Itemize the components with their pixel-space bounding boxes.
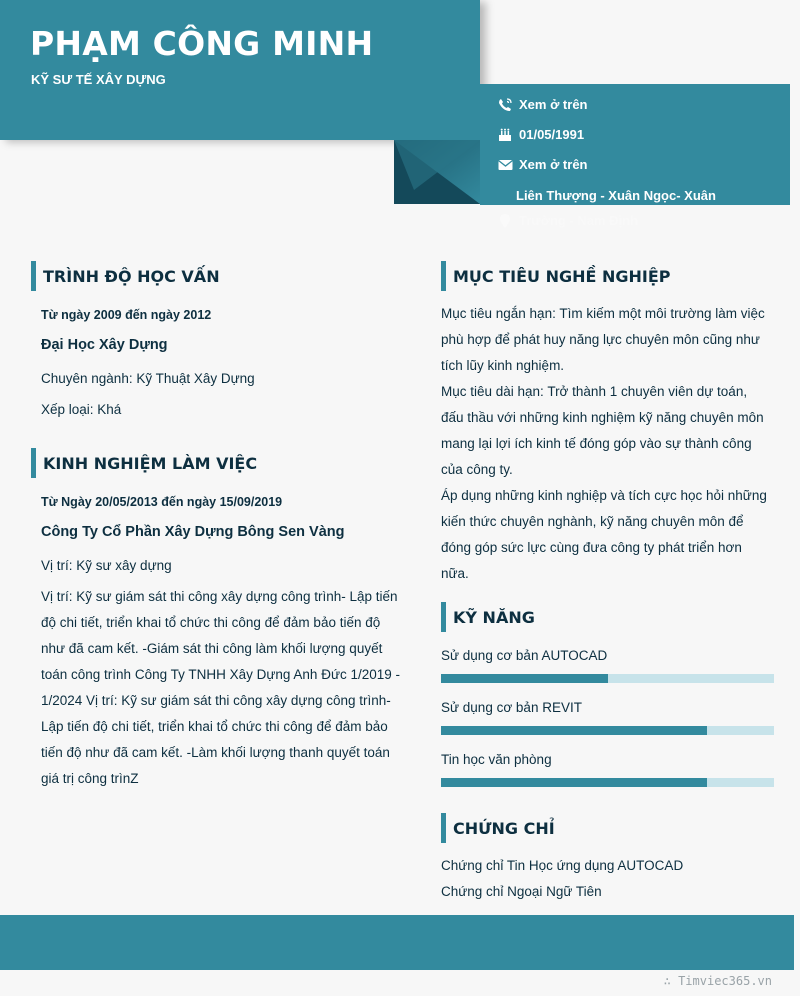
- experience-heading-text: KINH NGHIỆM LÀM VIỆC: [43, 453, 258, 473]
- objective-text: [441, 301, 786, 587]
- objective-heading: [441, 261, 671, 291]
- contact-email-text: Xem ở trên: [519, 157, 588, 172]
- experience-line: Vị trí: Kỹ sư giám sát thi công xây dựng công trình- Lập tiến: [41, 589, 398, 604]
- ribbon-fold: [394, 140, 480, 204]
- education-grade: Xếp loại: Khá: [41, 402, 122, 417]
- objective-heading-text: MỤC TIÊU NGHỀ NGHIỆP: [453, 266, 671, 286]
- experience-description: [41, 584, 421, 792]
- watermark: ∴ Timviec365.vn: [663, 974, 772, 988]
- contact-panel: [480, 84, 790, 205]
- phone-icon: [497, 98, 513, 112]
- certificate-item: Chứng chỉ Tin Học ứng dụng AUTOCAD: [441, 858, 684, 873]
- skills-heading-bar: [441, 602, 446, 632]
- experience-line: tiến độ như đã cam kết. -Làm khối lượng thanh quyết toán: [41, 745, 390, 760]
- objective-line: đấu thầu với những kinh nghiệm kỹ năng chuyên môn: [441, 410, 764, 425]
- contact-birthday-text: 01/05/1991: [519, 127, 585, 142]
- skill-bar-fill: [441, 778, 707, 787]
- experience-position: Vị trí: Kỹ sư xây dựng: [41, 558, 172, 573]
- skill-bar-track: [441, 674, 774, 683]
- experience-line: như đã cam kết. -Giám sát thi công làm khối lượng quyết: [41, 641, 383, 656]
- education-major: Chuyên ngành: Kỹ Thuật Xây Dựng: [41, 371, 255, 386]
- objective-line: Mục tiêu ngắn hạn: Tìm kiếm một môi trường làm việc: [441, 306, 765, 321]
- education-period: Từ ngày 2009 đến ngày 2012: [41, 308, 212, 322]
- contact-address-line1: Liên Thượng - Xuân Ngọc- Xuân: [516, 188, 716, 203]
- education-school: Đại Học Xây Dựng: [41, 337, 168, 353]
- objective-line: nữa.: [441, 566, 469, 581]
- experience-heading: [31, 448, 257, 478]
- objective-line: mang lại lợi ích kinh tế đóng góp vào sự thành công: [441, 436, 752, 451]
- objective-line: Mục tiêu dài hạn: Trở thành 1 chuyên viên dự toán,: [441, 384, 748, 399]
- envelope-icon: [497, 158, 513, 172]
- objective-line: đóng góp sức lực cùng đưa công ty phát triển hơn: [441, 540, 742, 555]
- certificates-heading: [441, 813, 555, 843]
- skill-bar-track: [441, 726, 774, 735]
- skill-label: Sử dụng cơ bản REVIT: [441, 700, 582, 715]
- skills-heading-text: KỸ NĂNG: [453, 607, 535, 627]
- name-header: [0, 0, 480, 140]
- objective-heading-bar: [441, 261, 446, 291]
- skill-bar-track: [441, 778, 774, 787]
- experience-line: độ chi tiết, triển khai tổ chức thi công để đảm bảo tiến độ: [41, 615, 381, 630]
- education-heading: [31, 261, 220, 291]
- certificate-item: Chứng chỉ Ngoại Ngữ Tiên: [441, 884, 602, 899]
- certificates-heading-bar: [441, 813, 446, 843]
- location-pin-icon: [497, 214, 513, 228]
- experience-line: Lập tiến độ chi tiết, triển khai tổ chức thi công để đảm bảo: [41, 719, 388, 734]
- experience-heading-bar: [31, 448, 36, 478]
- contact-phone: [497, 97, 588, 112]
- skill-bar-fill: [441, 674, 608, 683]
- skills-heading: [441, 602, 535, 632]
- experience-line: giá trị công trìnZ: [41, 771, 139, 786]
- contact-birthday: [497, 127, 584, 142]
- contact-phone-text: Xem ở trên: [519, 97, 588, 112]
- certificates-heading-text: CHỨNG CHỈ: [453, 818, 555, 838]
- contact-address-line2-text: Trường - Nam Định: [519, 213, 639, 228]
- objective-line: của công ty.: [441, 462, 513, 477]
- contact-address-line2: [497, 213, 638, 228]
- experience-line: 1/2024 Vị trí: Kỹ sư giám sát thi công xây dựng công trình-: [41, 693, 391, 708]
- experience-line: toán công trình Công Ty TNHH Xây Dựng Anh Đức 1/2019 -: [41, 667, 401, 682]
- education-heading-text: TRÌNH ĐỘ HỌC VẤN: [43, 266, 220, 286]
- education-heading-bar: [31, 261, 36, 291]
- candidate-name: PHẠM CÔNG MINH: [30, 24, 374, 63]
- contact-email: [497, 157, 588, 172]
- objective-line: tích lũy kinh nghiệm.: [441, 358, 565, 373]
- experience-company: Công Ty Cổ Phần Xây Dựng Bông Sen Vàng: [41, 524, 345, 540]
- skill-label: Tin học văn phòng: [441, 752, 552, 767]
- skill-bar-fill: [441, 726, 707, 735]
- objective-line: kiến thức chuyên nghành, kỹ năng chuyên môn để: [441, 514, 744, 529]
- objective-line: Áp dụng những kinh nghiệp và tích cực học hỏi những: [441, 488, 767, 503]
- birthday-cake-icon: [497, 128, 513, 142]
- skill-label: Sử dụng cơ bản AUTOCAD: [441, 648, 608, 663]
- objective-line: phù hợp để phát huy năng lực chuyên môn cũng như: [441, 332, 760, 347]
- candidate-title: KỸ SƯ TẾ XÂY DỰNG: [31, 72, 166, 87]
- footer-band: [0, 915, 794, 970]
- experience-period: Từ Ngày 20/05/2013 đến ngày 15/09/2019: [41, 495, 283, 509]
